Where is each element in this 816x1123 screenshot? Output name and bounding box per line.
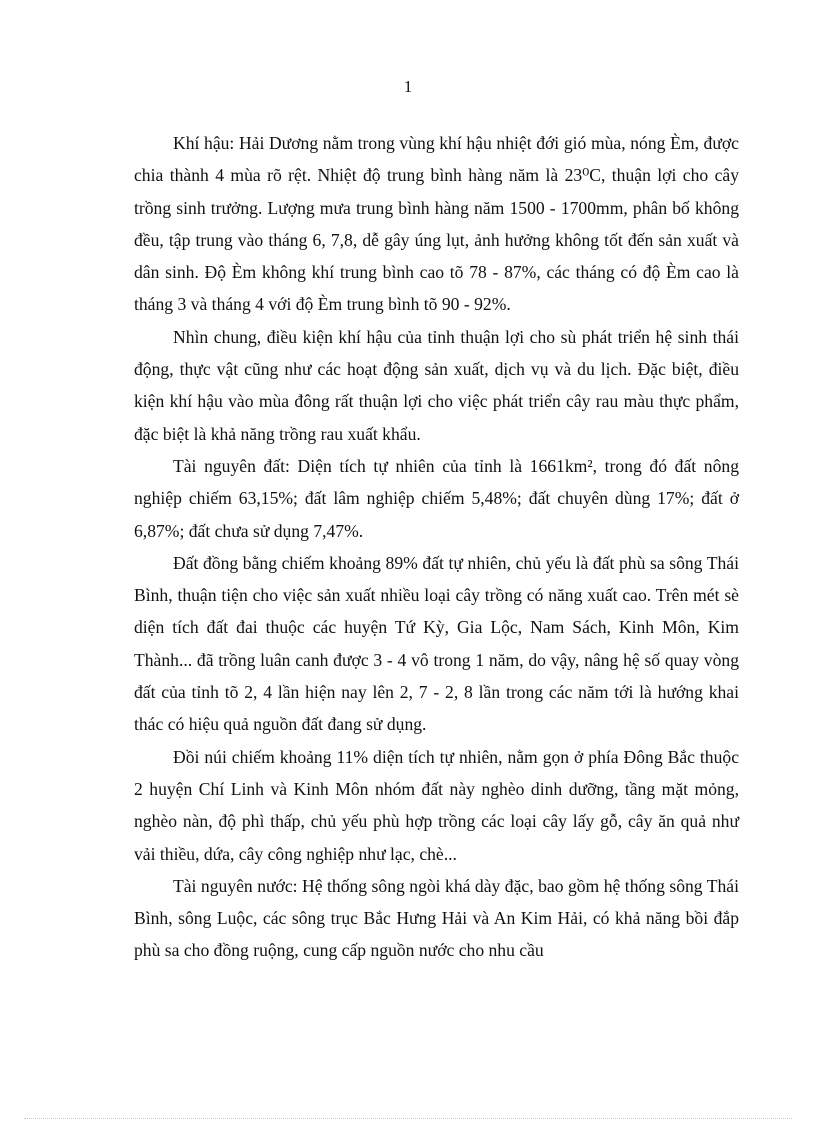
paragraph-hill-land: Đồi núi chiếm khoảng 11% diện tích tự nhiên, nằm gọn ở phía Đông Bắc thuộc 2 huyện Chí Linh và Kinh Môn nhóm đất này nghèo dinh dưỡng, tầng mặt mỏng, nghèo nàn, độ phì thấp, chủ yếu phù hợp trồng các loại cây lấy gỗ, cây ăn quả như vải thiều, dứa, cây công nghiệp như lạc, chè... <box>134 746 739 864</box>
document-body <box>134 127 739 967</box>
paragraph-water-resources: Tài nguyên nước: Hệ thống sông ngòi khá dày đặc, bao gồm hệ thống sông Thái Bình, sông Luộc, các sông trục Bắc Hưng Hải và An Kim Hải, có khả năng bồi đắp phù sa cho đồng ruộng, cung cấp nguồn nước cho nhu cầu <box>134 875 739 961</box>
paragraph-land-resources: Tài nguyên đất: Diện tích tự nhiên của tỉnh là 1661km², trong đó đất nông nghiệp chiếm 63,15%; đất lâm nghiệp chiếm 5,48%; đất chuyên dùng 17%; đất ở 6,87%; đất chưa sử dụng 7,47%. <box>134 455 739 541</box>
paragraph-climate: Khí hậu: Hải Dương nằm trong vùng khí hậu nhiệt đới gió mùa, nóng Èm, được chia thành 4 mùa rõ rệt. Nhiệt độ trung bình hàng năm là 23⁰C, thuận lợi cho cây trồng sinh trưởng. Lượng mưa trung bình hàng năm 1500 - 1700mm, phân bố không đều, tập trung vào tháng 6, 7,8, dễ gây úng lụt, ảnh hưởng không tốt đến sản xuất và dân sinh. Độ Èm không khí trung bình cao tõ 78 - 87%, các tháng có độ Èm cao là tháng 3 và tháng 4 với độ Èm trung bình tõ 90 - 92%. <box>134 133 739 315</box>
paragraph-climate-summary: Nhìn chung, điều kiện khí hậu của tỉnh thuận lợi cho sù phát triển hệ sinh thái động, thực vật cũng như các hoạt động sản xuất, dịch vụ và du lịch. Đặc biệt, điều kiện khí hậu vào mùa đông rất thuận lợi cho việc phát triển cây rau màu thực phẩm, đặc biệt là khả năng trồng rau xuất khẩu. <box>134 326 739 444</box>
page-number: 1 <box>403 77 413 96</box>
page-bottom-divider <box>24 1118 792 1119</box>
paragraph-plain-land: Đất đồng bằng chiếm khoảng 89% đất tự nhiên, chủ yếu là đất phù sa sông Thái Bình, thuận tiện cho việc sản xuất nhiều loại cây trồng có năng xuất cao. Trên mét sè diện tích đất đai thuộc các huyện Tứ Kỳ, Gia Lộc, Nam Sách, Kinh Môn, Kim Thành... đã trồng luân canh được 3 - 4 vô trong 1 năm, do vậy, nâng hệ số quay vòng đất của tỉnh tõ 2, 4 lần hiện nay lên 2, 7 - 2, 8 lần trong các năm tới là hướng khai thác có hiệu quả nguồn đất đang sử dụng. <box>134 552 739 735</box>
